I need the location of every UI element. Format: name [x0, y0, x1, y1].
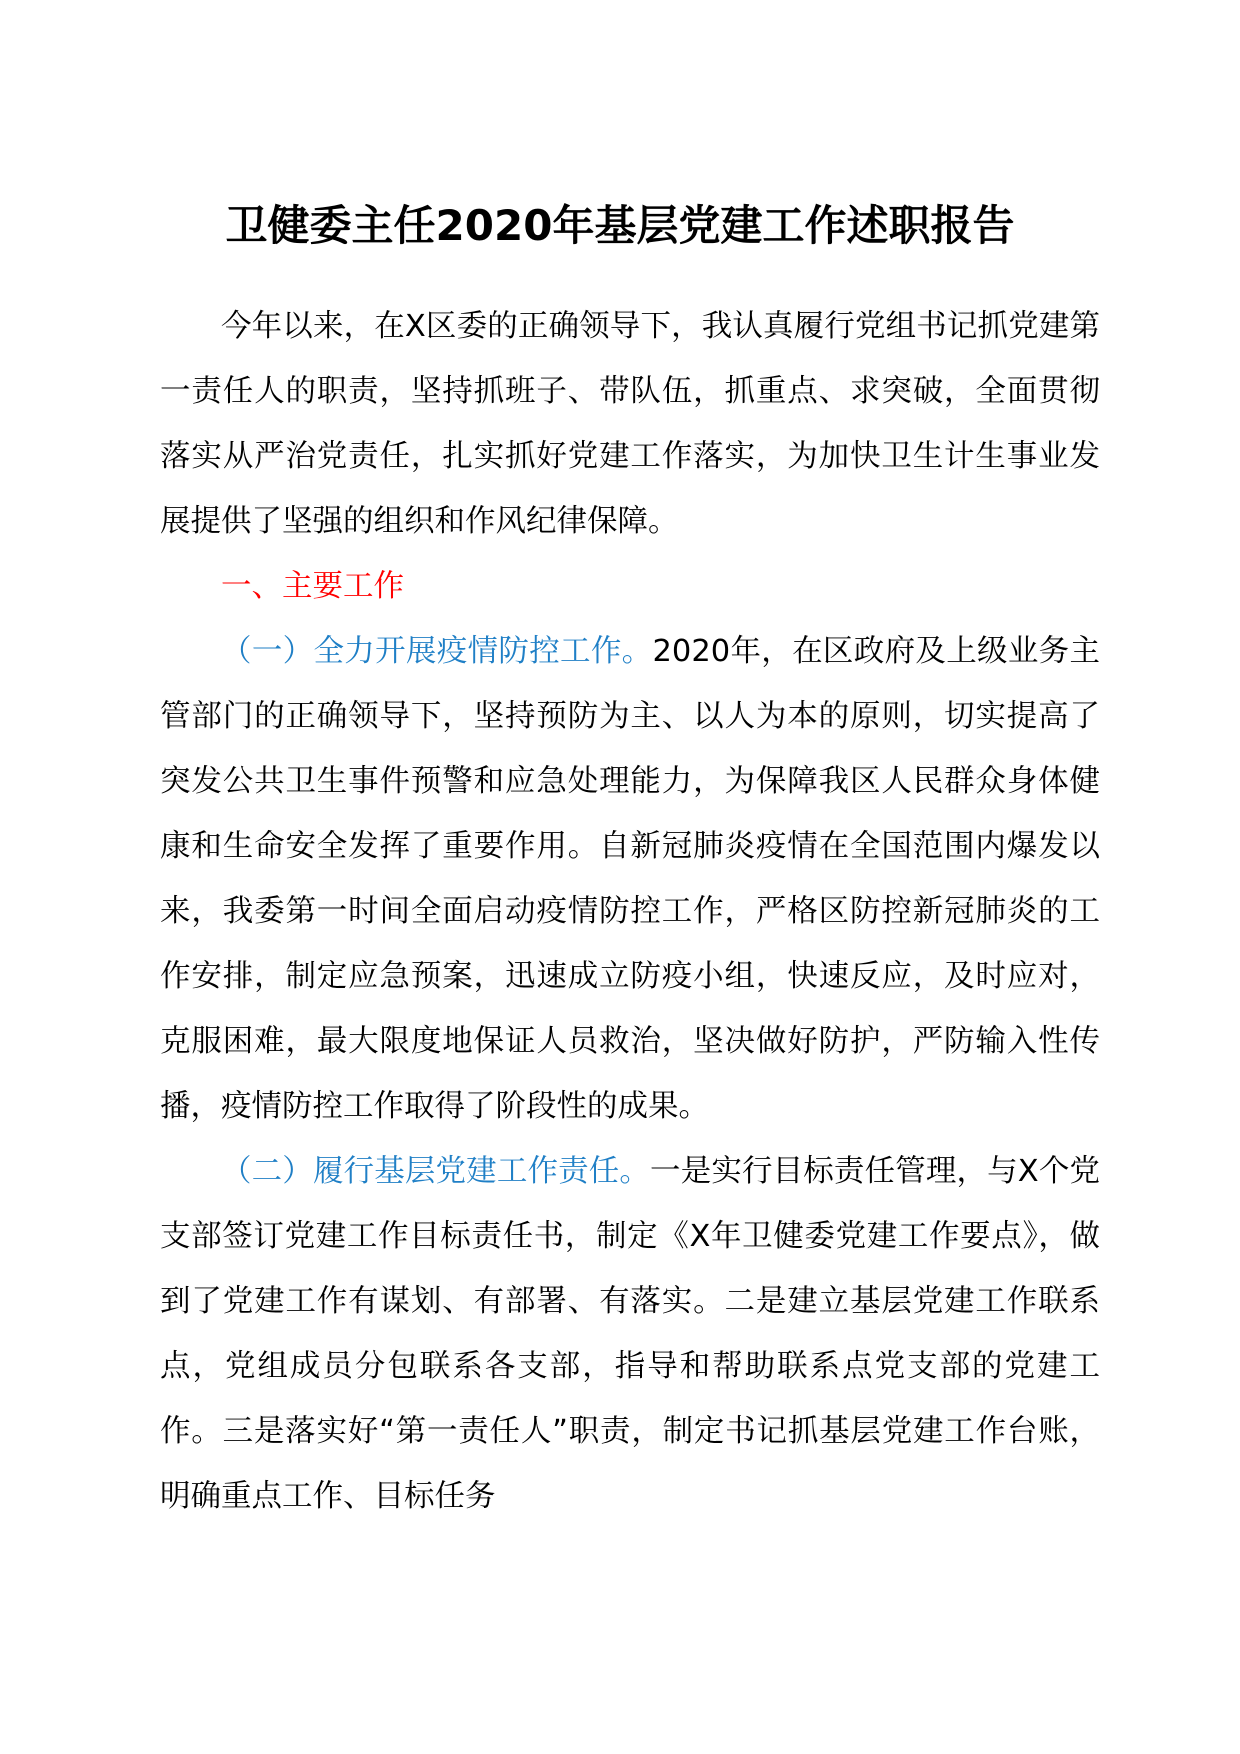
subsection-text: 2020年，在区政府及上级业务主管部门的正确领导下，坚持预防为主、以人为本的原则，切实提高了突发公共卫生事件预警和应急处理能力，为保障我区人民群众身体健康和生命安全发挥了重要作用。自新冠肺炎疫情在全国范围内爆发以来，我委第一时间全面启动疫情防控工作，严格区防控新冠肺炎的工作安排，制定应急预案，迅速成立防疫小组，快速反应，及时应对，克服困难，最大限度地保证人员救治，坚决做好防护，严防输入性传播，疫情防控工作取得了阶段性的成果。	[160, 634, 1101, 1124]
subsection-epidemic-control	[160, 619, 1100, 1139]
subsection-text: 一是实行目标责任管理，与X个党支部签订党建工作目标责任书，制定《X年卫健委党建工作要点》，做到了党建工作有谋划、有部署、有落实。二是建立基层党建工作联系点，党组成员分包联系各支部，指导和帮助联系点党支部的党建工作。三是落实好“第一责任人”职责，制定书记抓基层党建工作台账，明确重点工作、目标任务	[160, 1154, 1100, 1514]
subsection-heading: （二）履行基层党建工作责任。	[221, 1154, 651, 1189]
document-body	[160, 294, 1100, 1529]
subsection-party-building	[160, 1139, 1100, 1529]
subsection-heading: （一）全力开展疫情防控工作。	[221, 634, 653, 669]
section-heading-main-work: 一、主要工作	[221, 569, 404, 604]
document-title: 卫健委主任2020年基层党建工作述职报告	[225, 201, 1015, 250]
intro-paragraph: 今年以来，在X区委的正确领导下，我认真履行党组书记抓党建第一责任人的职责，坚持抓班子、带队伍，抓重点、求突破，全面贯彻落实从严治党责任，扎实抓好党建工作落实，为加快卫生计生事业发展提供了坚强的组织和作风纪律保障。	[160, 309, 1100, 539]
